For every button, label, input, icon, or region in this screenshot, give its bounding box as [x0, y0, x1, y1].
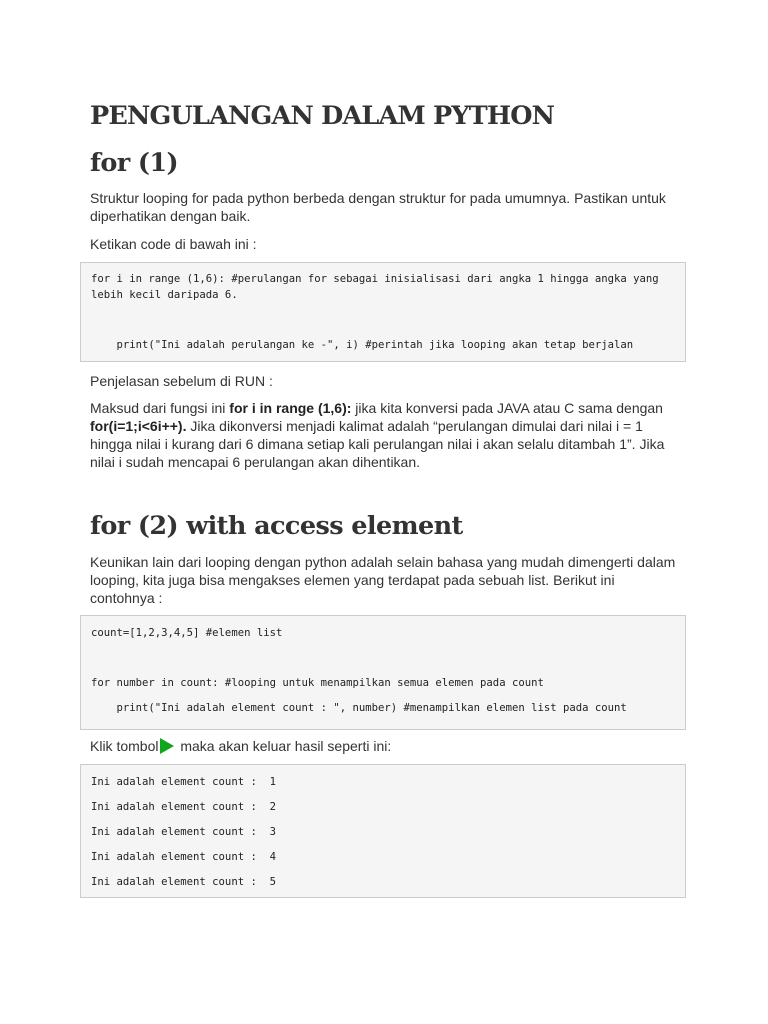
explain-text: jika kita konversi pada JAVA atau C sama dengan — [351, 400, 663, 416]
section1-explanation — [90, 399, 680, 471]
section1-instruction: Ketikan code di bawah ini : — [90, 236, 257, 252]
output-line: Ini adalah element count : 1 — [91, 776, 276, 788]
code-block-2 — [80, 615, 686, 730]
explain-text: Jika dikonversi menjadi kalimat adalah “perulangan dimulai dari nilai i = 1 hingga nilai i kurang dari 6 dimana setiap kali perulangan nilai i akan selalu ditambah 1”. Jika nilai i sudah mencapai 6 perulangan akan dihentikan. — [90, 418, 665, 470]
output-line: Ini adalah element count : 5 — [91, 876, 276, 888]
run-text: Klik tombol — [90, 738, 159, 754]
code-line: for i in range (1,6): #perulangan for sebagai inisialisasi dari angka 1 hingga angka yang lebih kecil daripada 6. — [91, 273, 666, 301]
section1-heading: for (1) — [90, 148, 178, 178]
output-block — [80, 764, 686, 898]
code-line: for number in count: #looping untuk menampilkan semua elemen pada count — [91, 677, 544, 689]
page-title: PENGULANGAN DALAM PYTHON — [90, 101, 555, 131]
play-icon — [160, 738, 174, 754]
code-line: print("Ini adalah perulangan ke -", i) #perintah jika looping akan tetap berjalan — [91, 339, 634, 351]
run-text: maka akan keluar hasil seperti ini: — [176, 738, 392, 754]
code-line: print("Ini adalah element count : ", number) #menampilkan elemen list pada count — [91, 702, 627, 714]
section2-intro: Keunikan lain dari looping dengan python adalah selain bahasa yang mudah dimengerti dalam looping, kita juga bisa mengakses elemen yang terdapat pada sebuah list. Berikut ini contohnya : — [90, 554, 676, 606]
code-block-1 — [80, 262, 686, 362]
section2-heading: for (2) with access element — [90, 511, 463, 541]
output-line: Ini adalah element count : 4 — [91, 851, 276, 863]
section1-explain-label: Penjelasan sebelum di RUN : — [90, 373, 273, 389]
explain-code-term: for i in range (1,6): — [229, 400, 352, 416]
output-line: Ini adalah element count : 3 — [91, 826, 276, 838]
section2-run-instruction — [90, 737, 680, 755]
output-line: Ini adalah element count : 2 — [91, 801, 276, 813]
section1-intro: Struktur looping for pada python berbeda dengan struktur for pada umumnya. Pastikan untuk diperhatikan dengan baik. — [90, 190, 666, 224]
explain-code-term: for(i=1;i<6i++). — [90, 418, 187, 434]
code-line: count=[1,2,3,4,5] #elemen list — [91, 627, 283, 639]
explain-text: Maksud dari fungsi ini — [90, 400, 230, 416]
